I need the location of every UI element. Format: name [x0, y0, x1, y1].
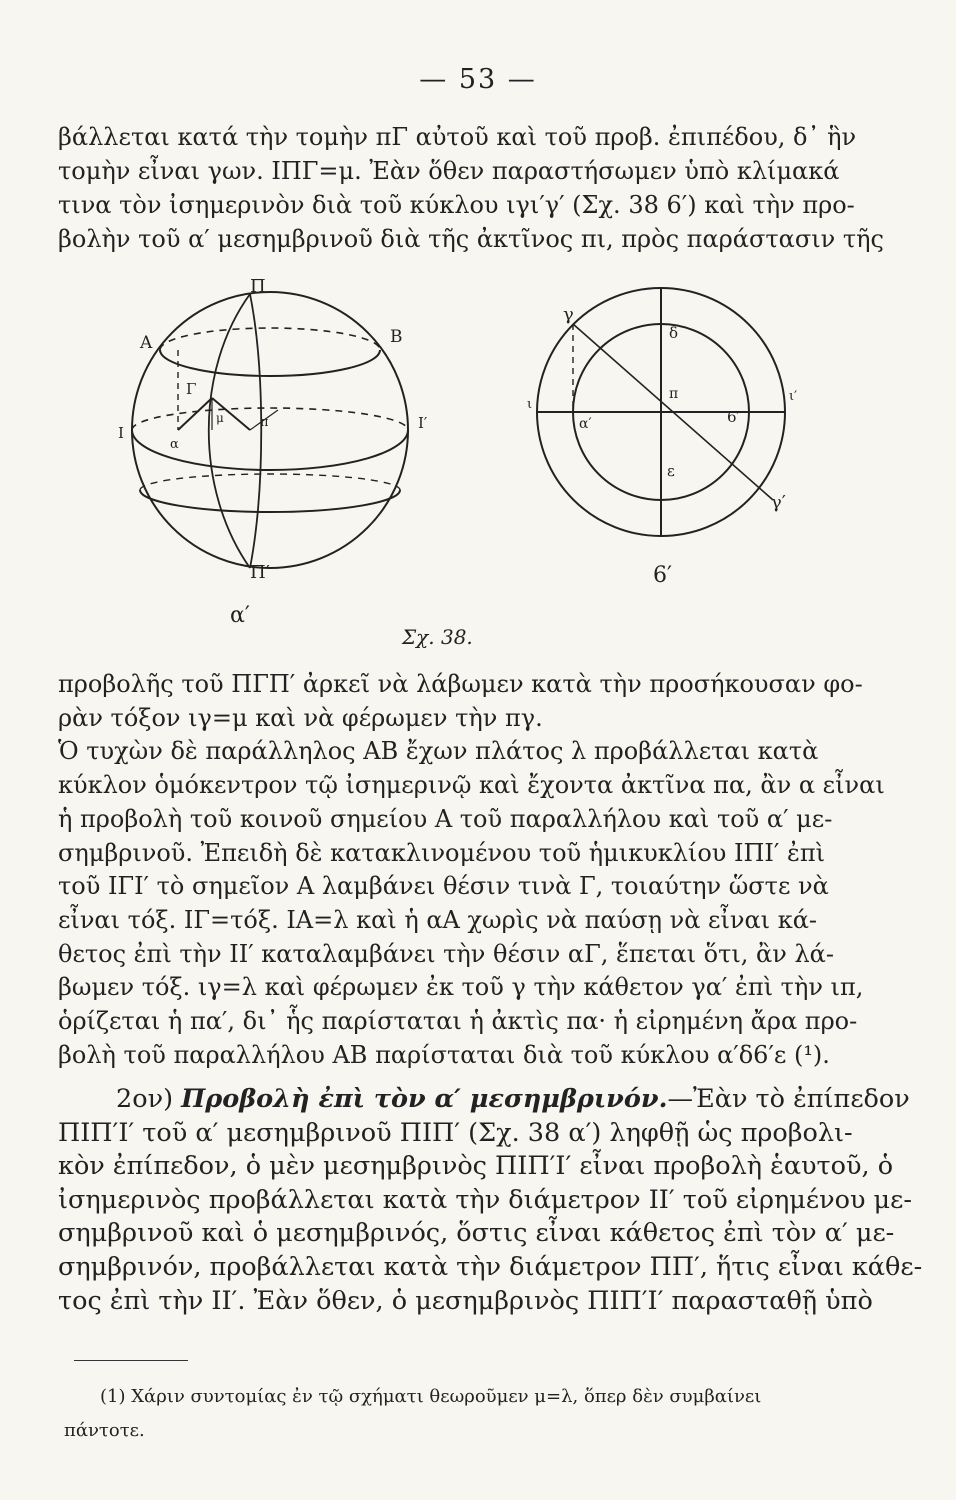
text-line: σημβρινόν, προβάλλεται κατὰ τὴν διάμετρον ΠΠ′, ἥτις εἶναι κάθε-	[58, 1251, 923, 1282]
top-paragraph	[58, 120, 884, 256]
label-epsilon: ε	[667, 462, 675, 480]
text-line: σημβρινοῦ καὶ ὁ μεσημβρινός, ὅστις εἶναι κάθετος ἐπὶ τὸν α′ με-	[58, 1218, 895, 1249]
label-right-iota: ι′	[789, 389, 798, 404]
label-delta: δ	[669, 324, 679, 342]
text-line: ρὰν τόξον ιγ=μ καὶ νὰ φέρωμεν τὴν πγ.	[58, 703, 543, 732]
middle-paragraph	[58, 668, 885, 1072]
label-pi-right: π	[669, 386, 679, 402]
page-number: — 53 —	[419, 64, 537, 95]
label-gamma: Γ	[186, 380, 197, 398]
section-heading: Προβολὴ ἐπὶ τὸν α′ μεσημβρινόν.	[181, 1084, 668, 1114]
text-line: τος ἐπὶ τὴν ΙΙ′. Ἐὰν ὅθεν, ὁ μεσημβρινὸς ΠΙΠ′Ι′ παρασταθῇ ὑπὸ	[58, 1285, 873, 1316]
text-line: Ὁ τυχὼν δὲ παράλληλος ΑΒ ἔχων πλάτος λ προβάλλεται κατὰ	[58, 737, 819, 766]
text-line: ὁρίζεται ἡ πα′, δι᾽ ἧς παρίσταται ἡ ἀκτὶς πα· ἡ εἰρημένη ἄρα προ-	[58, 1007, 858, 1036]
text-line: βολὴν τοῦ α′ μεσημβρινοῦ διὰ τῆς ἀκτῖνος πι, πρὸς παράστασιν τῆς	[58, 225, 884, 253]
text-line: ἡ προβολὴ τοῦ κοινοῦ σημείου Α τοῦ παραλλήλου καὶ τοῦ α′ με-	[58, 804, 833, 833]
label-beta-prime: 6′	[727, 408, 740, 426]
label-mu: μ	[216, 411, 224, 425]
text-line: βολὴ τοῦ παραλλήλου ΑΒ παρίσταται διὰ τοῦ κύκλου α′δ6′ε (¹).	[58, 1040, 830, 1069]
footnote-rule	[74, 1360, 188, 1361]
text-line: κὸν ἐπίπεδον, ὁ μὲν μεσημβρινὸς ΠΙΠ′Ι′ εἶναι προβολὴ ἑαυτοῦ, ὁ	[58, 1151, 894, 1182]
label-left-i: Ι	[118, 424, 124, 442]
text-line: βάλλεται κατά τὴν τομὴν πΓ αὐτοῦ καὶ τοῦ προβ. ἐπιπέδου, δ᾽ ἣν	[58, 123, 857, 151]
footnote	[64, 1380, 890, 1448]
section-heading-line	[58, 1083, 910, 1117]
text-line: κύκλον ὁμόκεντρον τῷ ἰσημερινῷ καὶ ἔχοντα ἀκτῖνα πα, ἂν α εἶναι	[58, 771, 885, 800]
sphere-diagram	[100, 276, 440, 635]
label-alpha: α	[170, 437, 179, 452]
label-a: Α	[140, 333, 153, 353]
label-sub-alpha: α′	[230, 603, 250, 628]
text-line: θετος ἐπὶ τὴν ΙΙ′ καταλαμβάνει τὴν θέσιν αΓ, ἕπεται ὅτι, ἂν λά-	[58, 939, 834, 968]
text-line: ἰσημερινὸς προβάλλεται κατὰ τὴν διάμετρον ΙΙ′ τοῦ εἰρημένου με-	[58, 1184, 912, 1215]
text-line: —Ἐὰν τὸ ἐπίπεδον	[667, 1084, 910, 1114]
text-line: τομὴν εἶναι γων. ΙΠΓ=μ. Ἐὰν ὅθεν παραστήσωμεν ὑπὸ κλίμακά	[58, 157, 840, 185]
label-alpha-prime: α′	[579, 416, 592, 432]
projection-diagram	[505, 290, 845, 620]
section-number: 2ον)	[116, 1084, 174, 1114]
label-sub-beta: 6′	[653, 563, 672, 588]
footnote-line: (1) Χάριν συντομίας ἐν τῷ σχήματι θεωροῦμεν μ=λ, ὅπερ δὲν συμβαίνει	[100, 1386, 762, 1407]
label-right-i: Ι′	[418, 414, 428, 432]
label-pi: π	[260, 415, 269, 430]
label-gamma-top: γ	[563, 304, 574, 325]
footnote-line: πάντοτε.	[64, 1420, 145, 1441]
text-line: σημβρινοῦ. Ἐπειδὴ δὲ κατακλινομένου τοῦ ἡμικυκλίου ΙΠΙ′ ἐπὶ	[58, 838, 826, 867]
label-b: Β	[390, 327, 403, 347]
text-line: εἶναι τόξ. ΙΓ=τόξ. ΙΑ=λ καὶ ἡ αΑ χωρὶς νὰ παύσῃ νὰ εἶναι κά-	[58, 905, 818, 934]
section-paragraph	[58, 1083, 923, 1318]
text-line: τινα τὸν ἰσημερινὸν διὰ τοῦ κύκλου ιγι′γ′ (Σχ. 38 6′) καὶ τὴν προ-	[58, 191, 855, 219]
figure-caption: Σχ. 38.	[402, 625, 473, 649]
label-left-iota: ι	[527, 397, 533, 412]
text-line: τοῦ ΙΓΙ′ τὸ σημεῖον Α λαμβάνει θέσιν τινὰ Γ, τοιαύτην ὥστε νὰ	[58, 872, 829, 901]
text-line: βωμεν τόξ. ιγ=λ καὶ φέρωμεν ἐκ τοῦ γ τὴν κάθετον γα′ ἐπὶ τὴν ιπ,	[58, 973, 864, 1002]
text-line: ΠΙΠ′Ι′ τοῦ α′ μεσημβρινοῦ ΠΙΠ′ (Σχ. 38 α′) ληφθῇ ὡς προβολι-	[58, 1117, 853, 1148]
text-line: προβολῆς τοῦ ΠΓΠ′ ἀρκεῖ νὰ λάβωμεν κατὰ τὴν προσήκουσαν φο-	[58, 670, 863, 698]
label-bottom-pi: Π′	[250, 562, 270, 583]
label-top-pi: Π	[250, 276, 266, 297]
figure-38	[100, 276, 860, 665]
label-gamma-prime: γ′	[771, 492, 786, 513]
